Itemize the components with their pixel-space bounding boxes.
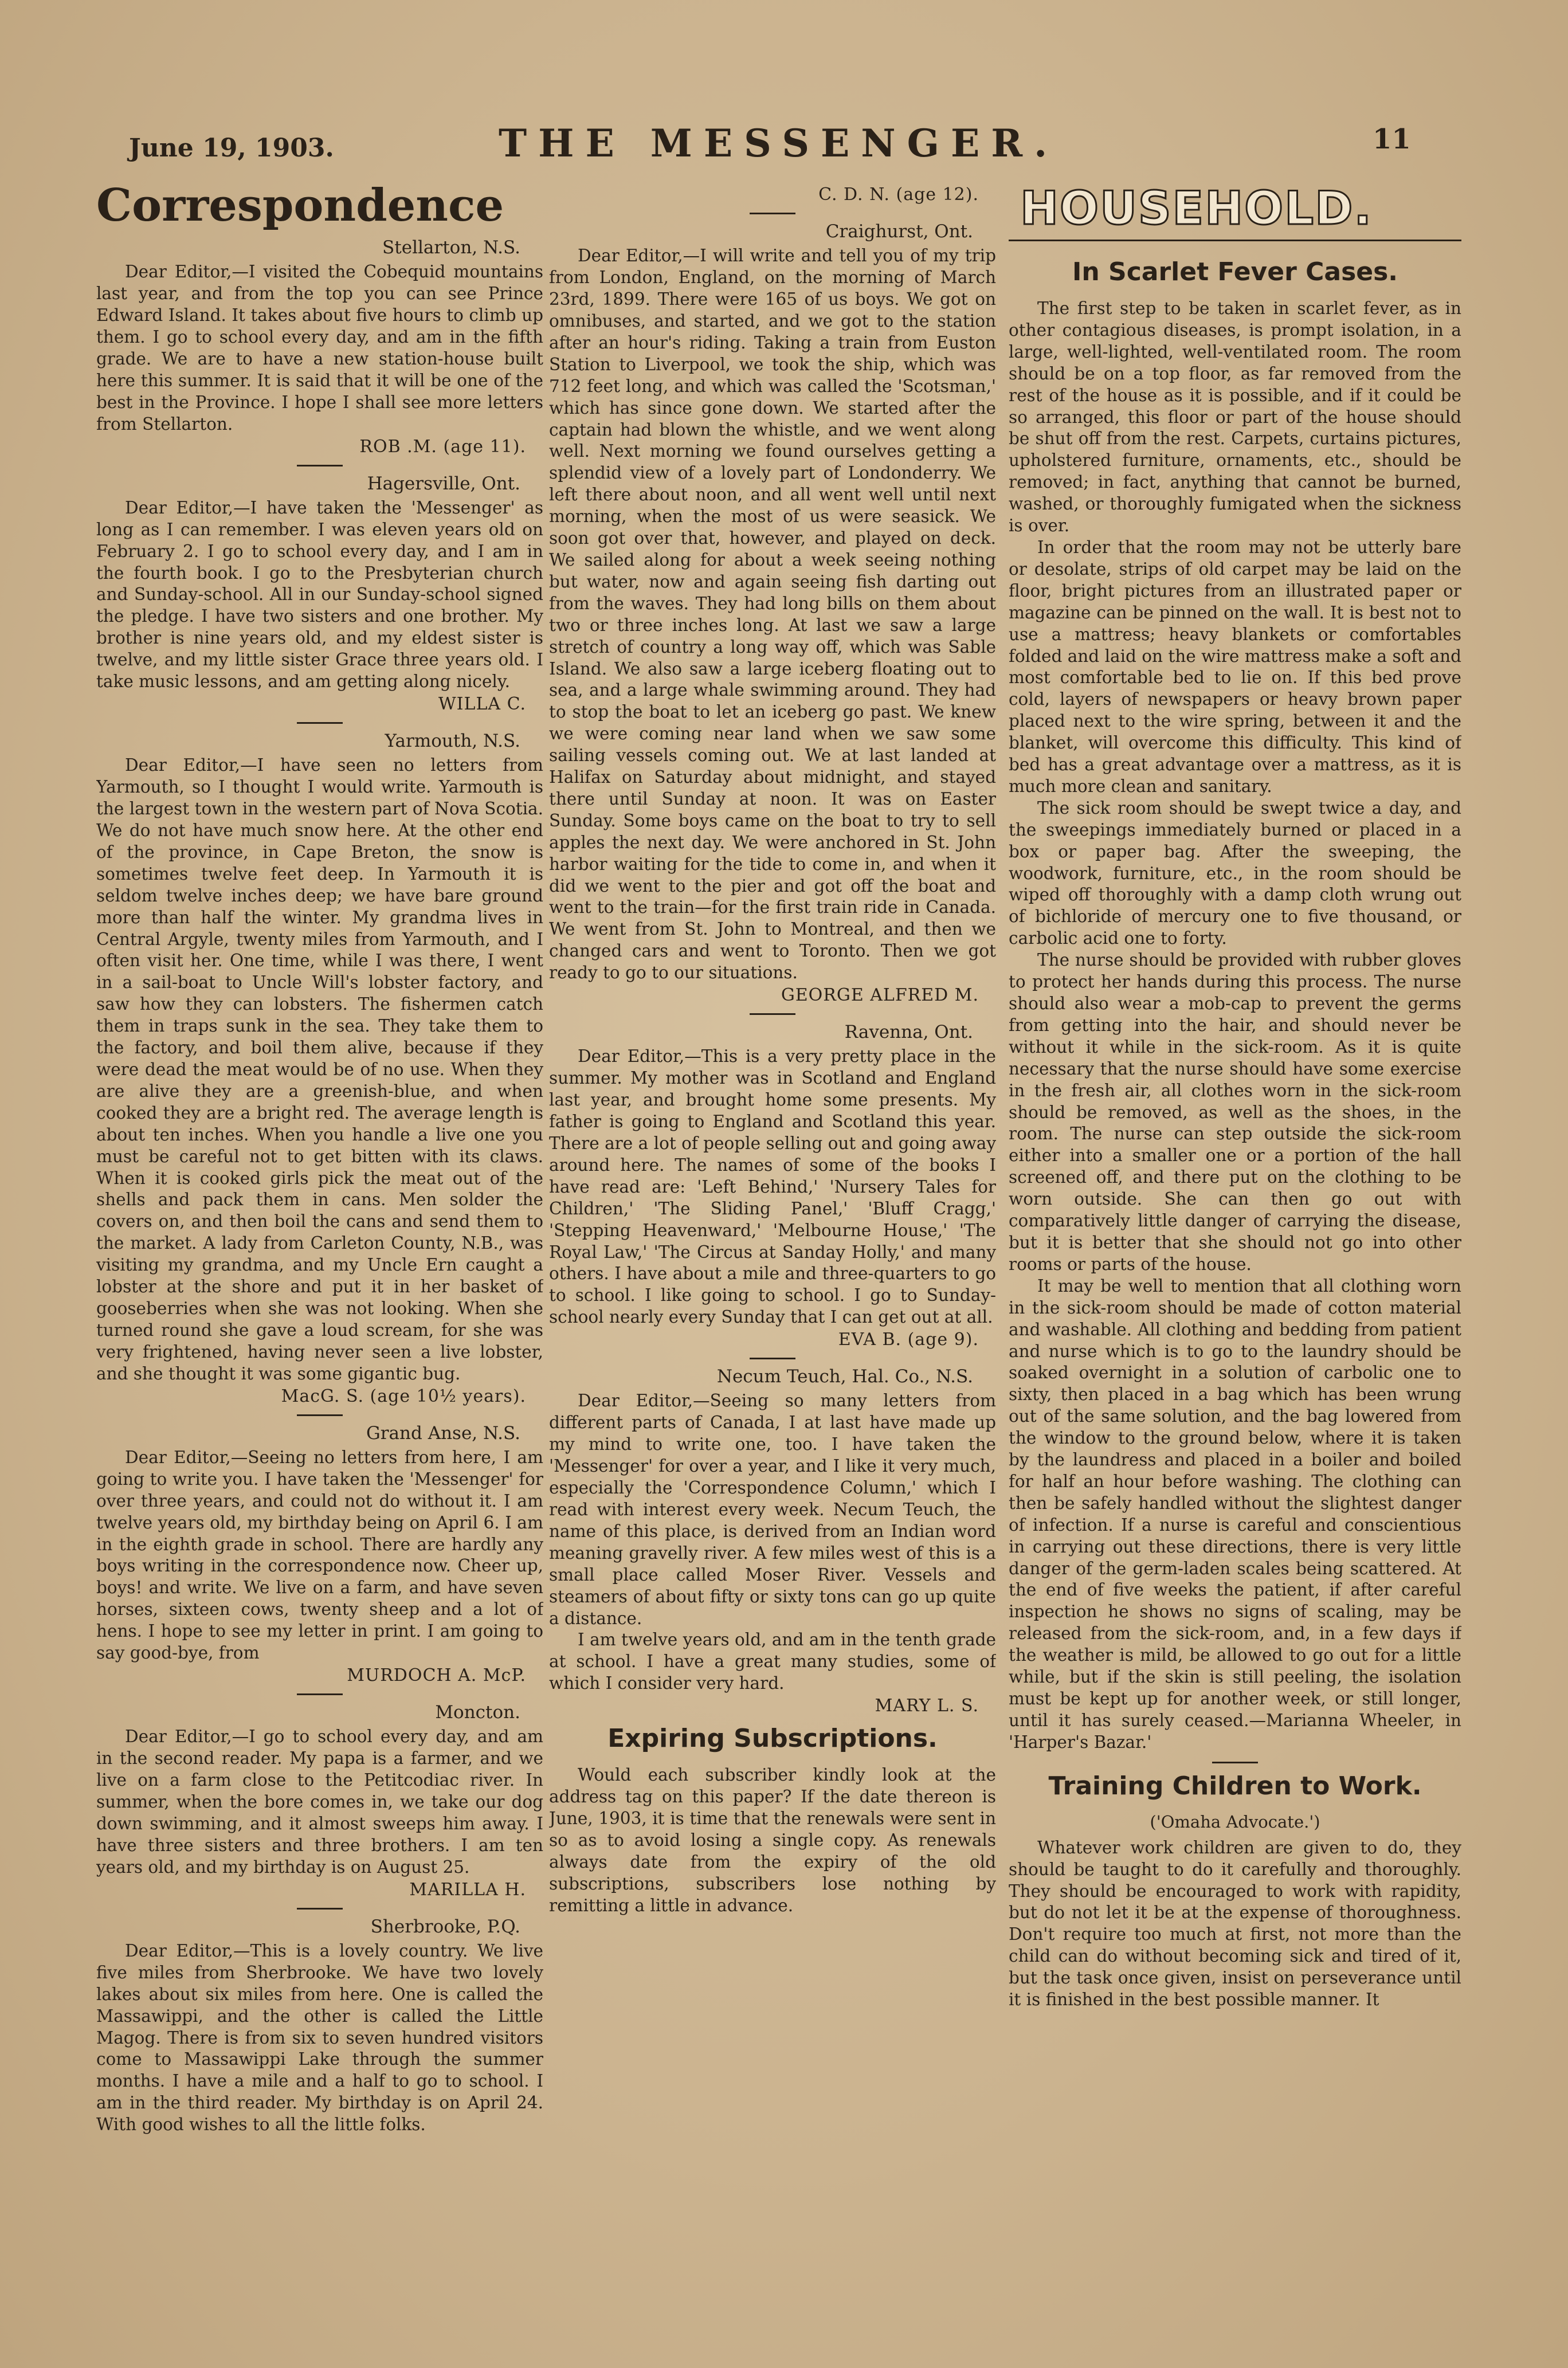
masthead [0, 112, 1568, 175]
expiring-subscriptions-heading: Expiring Subscriptions. [607, 1724, 938, 1754]
issue-date: June 19, 1903. [129, 134, 334, 163]
newspaper-title: THE MESSENGER. [499, 121, 1059, 166]
letter-signature: MURDOCH A. McP. [347, 1665, 526, 1685]
letter-body-continued: I am twelve years old, and am in the tenth grade at school. I have a great many studies, some of which I consider very hard. [549, 1630, 996, 1693]
letter-place: Necum Teuch, Hal. Co., N.S. [716, 1366, 973, 1387]
letter-place: Yarmouth, N.S. [385, 731, 520, 751]
column-1 [96, 183, 543, 2281]
letter-body: Dear Editor,—I have seen no letters from Yarmouth, so I thought I would write. Yarmouth is the largest town in the western part of Nova Scotia. We do not have much snow here. At the other end of the province, in Cape Breton, the snow is sometimes twelve feet deep. In Yarmouth it is seldom twelve inches deep; we have bare ground more than half the winter. My grandma lives in Central Argyle, twenty miles from Yarmouth, and I often visit her. One time, while I was there, I went in a sail-boat to Uncle Will's lobster factory, and saw how they can lobsters. The fishermen catch them in traps sunk in the sea. They take them to the factory, and boil them alive, because if they were dead the meat would be of no use. When they are alive they are a greenish-blue, and when cooked they are a bright red. The average length is about ten inches. When you handle a live one you must be careful not to get bitten with its claws. When it is cooked girls pick the meat out of the shells and pack them in cans. Men solder the covers on, and then boil the cans and send them to the market. A lady from Carleton County, N.B., was visiting my grandma, and my Uncle Ern caught a lobster at the shore and put it in her basket of gooseberries when she was not looking. When she turned round she gave a loud scream, for she was very frightened, having never seen a live lobster, and she thought it was some gigantic bug. [96, 755, 543, 1383]
letter-signature: EVA B. (age 9). [838, 1330, 979, 1350]
separator-rule [297, 1908, 343, 1910]
letter-body: Dear Editor,—This is a very pretty place in the summer. My mother was in Scotland and England last year, and brought home some presents. My father is going to England and Scotland this year. There are a lot of people selling out and going away around here. The names of some of the books I have read are: 'Left Behind,' 'Nursery Tales for Children,' 'The Sliding Panel,' 'Bluff Cragg,' 'Stepping Heavenward,' 'Melbourne House,' 'The Royal Law,' 'The Circus at Sanday Holly,' and many others. I have about a mile and three-quarters to go to school. I like going to school. I go to Sunday-school nearly every Sunday that I can get out at all. [549, 1046, 996, 1327]
column-3 [1009, 183, 1461, 2281]
household-heading: HOUSEHOLD. [1020, 183, 1373, 235]
separator-rule [297, 722, 343, 724]
correspondence-heading: Correspondence [96, 183, 504, 232]
letter-place: Craighurst, Ont. [825, 221, 973, 242]
separator-rule [750, 1358, 795, 1359]
letter-body: Dear Editor,—I go to school every day, and am in the second reader. My papa is a farmer, and we live on a farm close to the Petitcodiac river. In summer, when the bore comes in, we take our dog down swimming, and it almost sweeps him away. I have three sisters and three brothers. I am ten years old, and my birthday is on August 25. [96, 1727, 543, 1877]
letter-signature: ROB .M. (age 11). [359, 436, 526, 457]
letter-signature: C. D. N. (age 12). [818, 185, 979, 205]
article-paragraph: Whatever work children are given to do, they should be taught to do it carefully and thoroughly. They should be encouraged to work with rapidity, but do not let it be at the expense of thoroughness. Don't require too much at first, not more than the child can do without becoming sick and tired of it, but the task once given, insist on perseverance until it is finished in the best possible manner. It [1009, 1837, 1461, 2010]
article-source: ('Omaha Advocate.') [1150, 1812, 1320, 1832]
letter-body: Dear Editor,—I visited the Cobequid mountains last year, and from the top you can see Prince Edward Island. It takes about five hours to climb up them. I go to school every day, and am in the fifth grade. We are to have a new station-house built here this summer. It is said that it will be one of the best in the Province. I hope I shall see more letters from Stellarton. [96, 262, 543, 434]
letter-place: Hagersville, Ont. [367, 473, 520, 494]
letter-place: Sherbrooke, P.Q. [370, 1916, 520, 1937]
article-paragraph: It may be well to mention that all clothing worn in the sick-room should be made of cotton material and washable. All clothing and bedding from patient and nurse which is to go to the laundry should be soaked overnight in a solution of carbolic one to sixty, then placed in a bag which has been wrung out of the same solution, and the bag lowered from the window to the ground below, where it is taken by the laundress and placed in a boiler and boiled for half an hour before washing. The clothing can then be safely handled without the slightest danger of infection. If a nurse is careful and conscientious in carrying out these directions, there is very little danger of the germ-laden scales being scattered. At the end of five weeks the patient, if after careful inspection he shows no signs of scaling, may be released from the sick-room, and, in a few days if the weather is mild, be allowed to go out for a little while, but if the skin is still peeling, the isolation must be kept up for another week, or still longer, until it has surely ceased.—Marianna Wheeler, in 'Harper's Bazar.' [1009, 1276, 1461, 1752]
expiring-subscriptions-body: Would each subscriber kindly look at the address tag on this paper? If the date thereon is June, 1903, it is time that the renewals were sent in so as to avoid losing a single copy. As renewals always date from the expiry of the old subscriptions, subscribers lose nothing by remitting a little in advance. [549, 1765, 996, 1915]
separator-rule [297, 1414, 343, 1416]
letter-place: Grand Anse, N.S. [366, 1422, 520, 1444]
article-paragraph: The sick room should be swept twice a day, and the sweepings immediately burned or placed in a box or paper bag. After the sweeping, the woodwork, furniture, etc., in the room should be wiped off thoroughly with a damp cloth wrung out of bichloride of mercury one to five thousand, or carbolic acid one to forty. [1009, 798, 1461, 948]
letter-signature: WILLA C. [438, 694, 526, 714]
letter-body: Dear Editor,—I have taken the 'Messenger' as long as I can remember. I was eleven years old on February 2. I go to school every day, and I am in the fourth book. I go to the Presbyterian church and Sunday-school. All in our Sunday-school signed the pledge. I have two sisters and one brother. My brother is nine years old, and my eldest sister is twelve, and my little sister Grace three years old. I take music lessons, and am getting along nicely. [96, 497, 543, 692]
letter-signature: MacG. S. (age 10½ years). [281, 1386, 526, 1406]
letter-place: Stellarton, N.S. [382, 237, 520, 258]
article-paragraph: The nurse should be provided with rubber gloves to protect her hands during this process. The nurse should also wear a mob-cap to prevent the germs from getting into the hair, and should never be without it while in the sick-room. As it is quite necessary that the nurse should have some exercise in the fresh air, all clothes worn in the sick-room should be removed, as well as the shoes, in the room. The nurse can step outside the sick-room either into a smaller one or a portion of the hall screened off, and there put on the clothing to be worn outside. She can then go out with comparatively little danger of carrying the disease, but it is better that she should not go into other rooms or parts of the house. [1009, 950, 1461, 1274]
scarlet-fever-heading: In Scarlet Fever Cases. [1072, 257, 1398, 287]
letter-signature: MARY L. S. [875, 1696, 979, 1716]
article-paragraph: In order that the room may not be utterly bare or desolate, strips of old carpet may be laid on the floor, bright pictures from an illustrated paper or magazine can be pinned on the wall. It is best not to use a mattress; heavy blankets or comfortables folded and laid on the wire mattress make a soft and most comfortable bed to lie on. If this bed prove cold, layers of newspapers or heavy brown paper placed next to the wire spring, between it and the blanket, will overcome this difficulty. This kind of bed has a great advantage over a mattress, as it is much more clean and sanitary. [1009, 537, 1461, 796]
letter-signature: GEORGE ALFRED M. [781, 985, 979, 1006]
letter-body: Dear Editor,—I will write and tell you of my trip from London, England, on the morning of March 23rd, 1899. There were 165 of us boys. We got on omnibuses, and started, and we got to the station after an hour's riding. Taking a train from Euston Station to Liverpool, we took the ship, which was 712 feet long, and which was called the 'Scotsman,' which has since gone down. We started after the captain had blown the whistle, and we went along well. Next morning we found ourselves getting a splendid view of a lovely part of Londonderry. We left there about noon, and all went well until next morning, when the most of us were seasick. We soon got over that, however, and played on deck. We sailed along for about a week seeing nothing but water, now and again seeing fish darting out from the waves. They had long bills on them about two or three inches long. At last we saw a large stretch of country a long way off, which was Sable Island. We also saw a large iceberg floating out to sea, and a large whale swimming around. They had to stop the boat to let an iceberg go past. We knew we were coming near land when we saw some sailing vessels coming out. We at last landed at Halifax on Saturday about midnight, and stayed there until Sunday at noon. It was on Easter Sunday. Some boys came on the boat to try to sell apples the next day. We were anchored in St. John harbor waiting for the tide to come in, and when it did we went to the pier and got off the boat and went to the train—for the first train ride in Canada. We went from St. John to Montreal, and then we changed cars and went to Toronto. Then we got ready to go to our situations. [549, 246, 996, 983]
separator-rule [297, 1693, 343, 1695]
page-number: 11 [1373, 123, 1411, 155]
separator-rule [1212, 1762, 1258, 1763]
letter-body: Dear Editor,—This is a lovely country. We live five miles from Sherbrooke. We have two lovely lakes about six miles from here. One is called the Massawippi, and the other is called the Little Magog. There is from six to seven hundred visitors come to Massawippi Lake through the summer months. I have a mile and a half to go to school. I am in the third reader. My birthday is on April 24. With good wishes to all the little folks. [96, 1940, 543, 2135]
separator-rule [750, 1013, 795, 1015]
separator-rule [297, 465, 343, 466]
separator-rule [750, 213, 795, 214]
training-children-heading: Training Children to Work. [1048, 1771, 1422, 1801]
heading-rule [1009, 240, 1461, 241]
column-2 [549, 183, 996, 2281]
letter-place: Moncton. [435, 1701, 520, 1723]
letter-body: Dear Editor,—Seeing so many letters from different parts of Canada, I at last have made up my mind to write one, too. I have taken the 'Messenger' for over a year, and I like it very much, especially the 'Correspondence Column,' which I read with interest every week. Necum Teuch, the name of this place, is derived from an Indian word meaning gravelly river. A few miles west of this is a small place called Moser River. Vessels and steamers of about fifty or sixty tons can go up quite a distance. [549, 1391, 996, 1628]
article-paragraph: The first step to be taken in scarlet fever, as in other contagious diseases, is prompt isolation, in a large, well-lighted, well-ventilated room. The room should be on a top floor, as far removed from the rest of the house as it is possible, and if it could be so arranged, this floor or part of the house should be shut off from the rest. Carpets, curtains pictures, upholstered furniture, ornaments, etc., should be removed; in fact, anything that cannot be burned, washed, or thoroughly fumigated when the sickness is over. [1009, 299, 1461, 536]
letter-place: Ravenna, Ont. [844, 1022, 973, 1043]
letter-signature: MARILLA H. [409, 1879, 526, 1900]
letter-body: Dear Editor,—Seeing no letters from here, I am going to write you. I have taken the 'Messenger' for over three years, and could not do without it. I am twelve years old, my birthday being on April 6. I am in the eighth grade in school. There are hardly any boys writing in the correspondence now. Cheer up, boys! and write. We live on a farm, and have seven horses, sixteen cows, twenty sheep and a lot of hens. I hope to see my letter in print. I am going to say good-bye, from [96, 1447, 543, 1663]
